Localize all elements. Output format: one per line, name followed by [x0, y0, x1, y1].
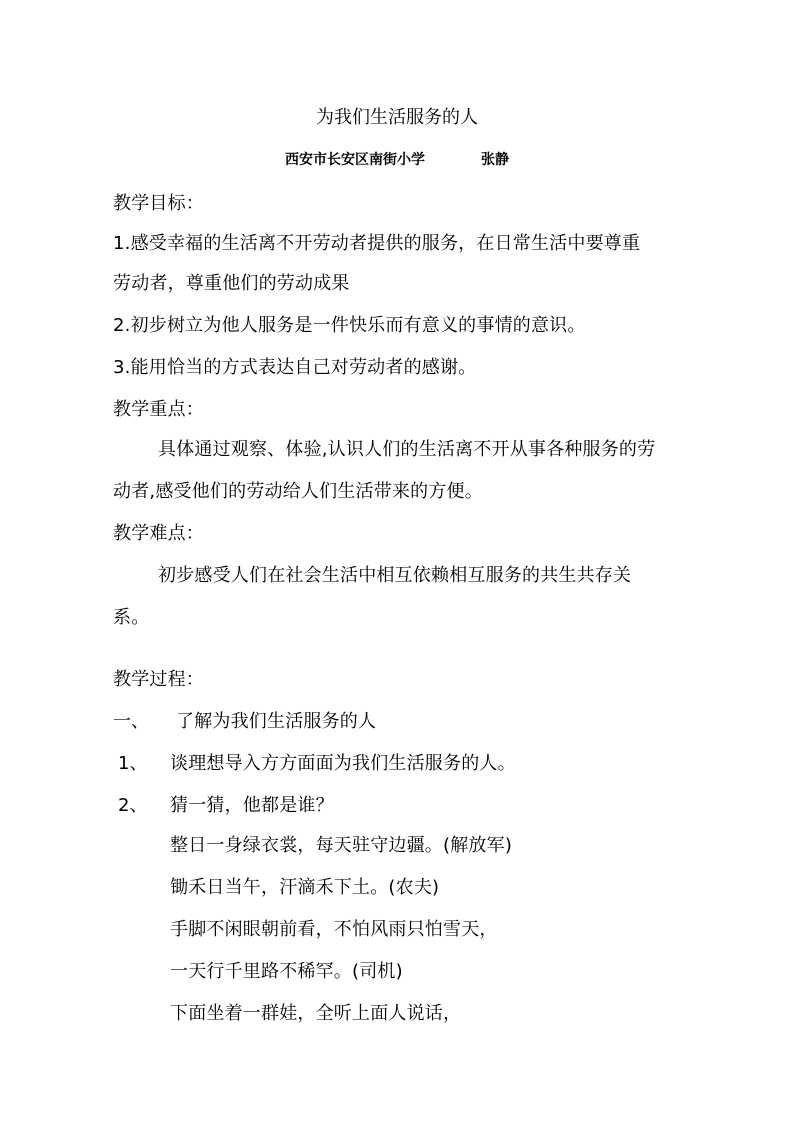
- step-1-text: 谈理想导入方方面面为我们生活服务的人。: [170, 753, 516, 774]
- difficulty-line-2: 系。: [113, 607, 150, 628]
- school-name: 西安市长安区南街小学: [285, 152, 425, 168]
- goal-2: 2.初步树立为他人服务是一件快乐而有意义的事情的意识。: [113, 315, 586, 336]
- step-2-number: 2、: [118, 795, 148, 816]
- key-points-line-2: 动者,感受他们的劳动给人们生活带来的方便。: [113, 481, 483, 502]
- goals-heading: 教学目标：: [113, 193, 204, 214]
- key-points-line-1: 具体通过观察、体验,认识人们的生活离不开从事各种服务的劳: [158, 439, 656, 460]
- goal-3: 3.能用恰当的方式表达自己对劳动者的感谢。: [113, 357, 477, 378]
- key-points-heading: 教学重点：: [113, 399, 204, 420]
- section-1-number: 一、: [113, 711, 149, 732]
- goal-1-line-2: 劳动者，尊重他们的劳动成果: [113, 273, 350, 294]
- author-line: [0, 150, 794, 170]
- difficulty-line-1: 初步感受人们在社会生活中相互依赖相互服务的共生共存关: [158, 565, 632, 586]
- riddle-2: 锄禾日当午，汗滴禾下土。(农夫): [170, 877, 440, 898]
- riddle-3-line-2: 一天行千里路不稀罕。(司机): [170, 961, 403, 982]
- author-name: 张静: [481, 152, 509, 168]
- riddle-4-line-1: 下面坐着一群娃，全听上面人说话，: [170, 1003, 462, 1024]
- step-1-number: 1、: [118, 753, 148, 774]
- riddle-3-line-1: 手脚不闲眼朝前看，不怕风雨只怕雪天，: [170, 919, 498, 940]
- section-1-text: 了解为我们生活服务的人: [176, 711, 377, 732]
- difficulty-heading: 教学难点：: [113, 523, 204, 544]
- step-2-text: 猜一猜，他都是谁？: [170, 795, 334, 816]
- goal-1-line-1: 1.感受幸福的生活离不开劳动者提供的服务，在日常生活中要尊重: [113, 233, 641, 254]
- process-heading: 教学过程：: [113, 669, 204, 690]
- riddle-1: 整日一身绿衣裳，每天驻守边疆。(解放军): [170, 835, 513, 856]
- document-title: 为我们生活服务的人: [316, 107, 478, 128]
